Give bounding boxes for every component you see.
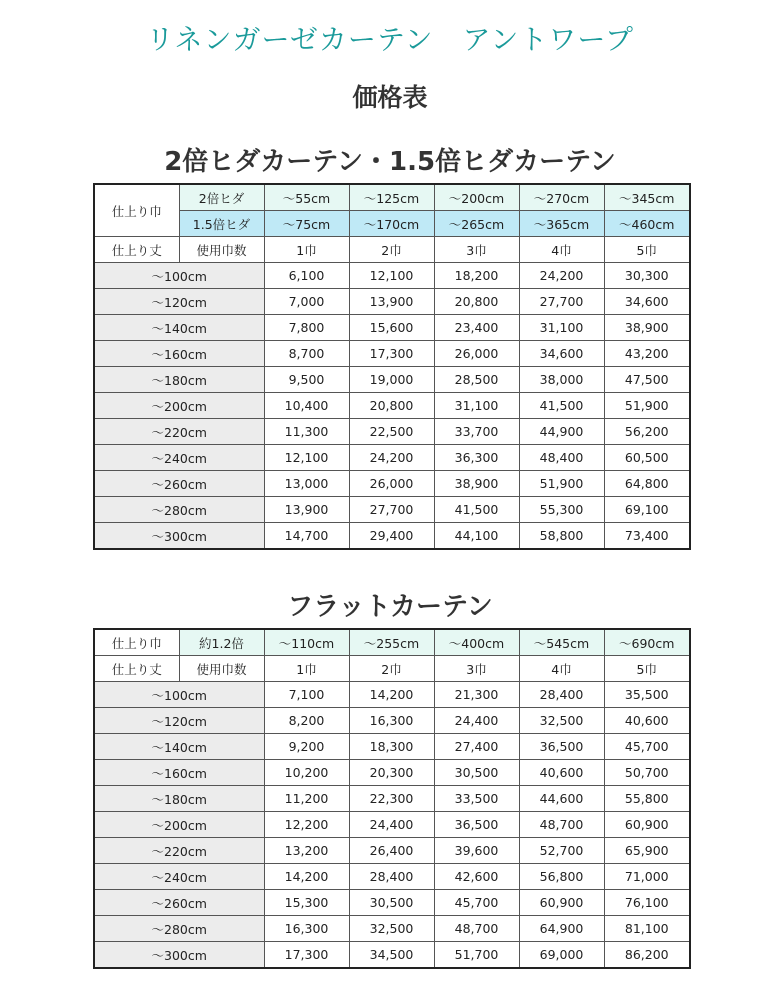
length-cell: ～200cm (94, 812, 264, 838)
width-15x-cell: ～365cm (519, 211, 604, 237)
price-cell: 21,300 (434, 682, 519, 708)
price-cell: 30,300 (604, 263, 690, 289)
length-cell: ～180cm (94, 367, 264, 393)
price-cell: 69,100 (604, 497, 690, 523)
table-row (94, 523, 690, 550)
price-cell: 16,300 (264, 916, 349, 942)
price-cell: 38,900 (604, 315, 690, 341)
price-cell: 64,800 (604, 471, 690, 497)
price-cell: 55,800 (604, 786, 690, 812)
price-cell: 12,100 (349, 263, 434, 289)
length-cell: ～120cm (94, 289, 264, 315)
panel-count-cell: 4巾 (519, 656, 604, 682)
price-cell: 24,400 (349, 812, 434, 838)
table-row (94, 734, 690, 760)
width-2x-cell: ～270cm (519, 184, 604, 211)
price-cell: 22,500 (349, 419, 434, 445)
price-cell: 86,200 (604, 942, 690, 969)
price-cell: 6,100 (264, 263, 349, 289)
price-cell: 65,900 (604, 838, 690, 864)
length-cell: ～280cm (94, 916, 264, 942)
length-cell: ～180cm (94, 786, 264, 812)
price-cell: 20,300 (349, 760, 434, 786)
length-cell: ～300cm (94, 523, 264, 550)
price-cell: 34,600 (604, 289, 690, 315)
table-row (94, 942, 690, 969)
table-row (94, 315, 690, 341)
price-cell: 12,100 (264, 445, 349, 471)
price-cell: 44,600 (519, 786, 604, 812)
length-cell: ～260cm (94, 471, 264, 497)
price-cell: 36,300 (434, 445, 519, 471)
price-cell: 13,000 (264, 471, 349, 497)
panel-count-cell: 3巾 (434, 656, 519, 682)
price-cell: 24,400 (434, 708, 519, 734)
table-row (94, 367, 690, 393)
price-cell: 27,400 (434, 734, 519, 760)
width-2x-cell: ～345cm (604, 184, 690, 211)
price-cell: 30,500 (434, 760, 519, 786)
length-cell: ～220cm (94, 419, 264, 445)
price-cell: 19,000 (349, 367, 434, 393)
price-cell: 10,400 (264, 393, 349, 419)
price-cell: 12,200 (264, 812, 349, 838)
price-cell: 52,700 (519, 838, 604, 864)
price-cell: 58,800 (519, 523, 604, 550)
price-cell: 60,500 (604, 445, 690, 471)
price-cell: 34,500 (349, 942, 434, 969)
price-cell: 9,500 (264, 367, 349, 393)
width-15x-cell: ～170cm (349, 211, 434, 237)
price-cell: 64,900 (519, 916, 604, 942)
panel-count-cell: 5巾 (604, 656, 690, 682)
price-cell: 20,800 (434, 289, 519, 315)
price-cell: 48,700 (519, 812, 604, 838)
price-cell: 56,800 (519, 864, 604, 890)
price-cell: 29,400 (349, 523, 434, 550)
ratio-label: 約1.2倍 (179, 629, 264, 656)
price-cell: 15,600 (349, 315, 434, 341)
page-subtitle: 価格表 (352, 83, 428, 112)
length-cell: ～100cm (94, 263, 264, 289)
price-cell: 41,500 (434, 497, 519, 523)
finish-length-label: 仕上り丈 (94, 237, 179, 263)
price-cell: 40,600 (519, 760, 604, 786)
table-row (94, 497, 690, 523)
table-row (94, 812, 690, 838)
price-cell: 9,200 (264, 734, 349, 760)
price-cell: 28,500 (434, 367, 519, 393)
price-table-flat (93, 628, 691, 969)
price-cell: 55,300 (519, 497, 604, 523)
price-cell: 43,200 (604, 341, 690, 367)
price-cell: 71,000 (604, 864, 690, 890)
length-cell: ～120cm (94, 708, 264, 734)
price-cell: 47,500 (604, 367, 690, 393)
length-cell: ～240cm (94, 445, 264, 471)
price-cell: 18,200 (434, 263, 519, 289)
price-cell: 13,900 (264, 497, 349, 523)
price-cell: 44,900 (519, 419, 604, 445)
price-cell: 8,200 (264, 708, 349, 734)
price-cell: 24,200 (519, 263, 604, 289)
price-cell: 30,500 (349, 890, 434, 916)
table-row (94, 289, 690, 315)
price-cell: 31,100 (519, 315, 604, 341)
pleat-2x-label: 2倍ヒダ (179, 184, 264, 211)
length-cell: ～140cm (94, 315, 264, 341)
length-cell: ～160cm (94, 760, 264, 786)
price-cell: 34,600 (519, 341, 604, 367)
table-row (94, 864, 690, 890)
finish-width-label: 仕上り巾 (94, 184, 179, 237)
price-cell: 10,200 (264, 760, 349, 786)
price-cell: 17,300 (264, 942, 349, 969)
price-cell: 73,400 (604, 523, 690, 550)
price-cell: 14,200 (349, 682, 434, 708)
usage-label: 使用巾数 (179, 656, 264, 682)
price-cell: 44,100 (434, 523, 519, 550)
price-cell: 69,000 (519, 942, 604, 969)
price-cell: 31,100 (434, 393, 519, 419)
price-cell: 17,300 (349, 341, 434, 367)
price-cell: 40,600 (604, 708, 690, 734)
price-table-pleated (93, 183, 691, 550)
width-2x-cell: ～200cm (434, 184, 519, 211)
price-cell: 26,400 (349, 838, 434, 864)
price-cell: 48,700 (434, 916, 519, 942)
length-cell: ～260cm (94, 890, 264, 916)
price-cell: 32,500 (519, 708, 604, 734)
width-15x-cell: ～460cm (604, 211, 690, 237)
price-cell: 13,900 (349, 289, 434, 315)
price-cell: 81,100 (604, 916, 690, 942)
width-15x-cell: ～265cm (434, 211, 519, 237)
usage-label: 使用巾数 (179, 237, 264, 263)
table-row (94, 471, 690, 497)
price-cell: 41,500 (519, 393, 604, 419)
price-cell: 51,700 (434, 942, 519, 969)
panel-count-cell: 1巾 (264, 237, 349, 263)
price-cell: 27,700 (519, 289, 604, 315)
price-cell: 60,900 (604, 812, 690, 838)
width-2x-cell: ～55cm (264, 184, 349, 211)
price-cell: 28,400 (519, 682, 604, 708)
panel-count-cell: 5巾 (604, 237, 690, 263)
price-cell: 15,300 (264, 890, 349, 916)
length-cell: ～280cm (94, 497, 264, 523)
price-cell: 48,400 (519, 445, 604, 471)
price-cell: 35,500 (604, 682, 690, 708)
price-cell: 45,700 (604, 734, 690, 760)
length-cell: ～100cm (94, 682, 264, 708)
table-row (94, 708, 690, 734)
length-cell: ～200cm (94, 393, 264, 419)
price-cell: 33,500 (434, 786, 519, 812)
section1-title: 2倍ヒダカーテン・1.5倍ヒダカーテン (164, 147, 616, 177)
table-row (94, 419, 690, 445)
width-cell: ～690cm (604, 629, 690, 656)
price-cell: 39,600 (434, 838, 519, 864)
price-cell: 11,300 (264, 419, 349, 445)
price-cell: 36,500 (519, 734, 604, 760)
width-15x-cell: ～75cm (264, 211, 349, 237)
price-cell: 45,700 (434, 890, 519, 916)
price-cell: 28,400 (349, 864, 434, 890)
price-cell: 50,700 (604, 760, 690, 786)
table-row (94, 760, 690, 786)
price-cell: 14,700 (264, 523, 349, 550)
price-cell: 56,200 (604, 419, 690, 445)
price-cell: 13,200 (264, 838, 349, 864)
panel-count-cell: 2巾 (349, 237, 434, 263)
price-cell: 23,400 (434, 315, 519, 341)
price-cell: 18,300 (349, 734, 434, 760)
section2-title: フラットカーテン (287, 592, 493, 622)
price-cell: 16,300 (349, 708, 434, 734)
finish-width-label: 仕上り巾 (94, 629, 179, 656)
price-cell: 7,800 (264, 315, 349, 341)
table-row (94, 341, 690, 367)
price-cell: 76,100 (604, 890, 690, 916)
price-cell: 7,100 (264, 682, 349, 708)
panel-count-cell: 4巾 (519, 237, 604, 263)
width-cell: ～110cm (264, 629, 349, 656)
price-cell: 33,700 (434, 419, 519, 445)
table-row (94, 682, 690, 708)
price-cell: 7,000 (264, 289, 349, 315)
price-cell: 8,700 (264, 341, 349, 367)
table-row (94, 393, 690, 419)
length-cell: ～300cm (94, 942, 264, 969)
price-cell: 27,700 (349, 497, 434, 523)
width-2x-cell: ～125cm (349, 184, 434, 211)
length-cell: ～160cm (94, 341, 264, 367)
price-cell: 51,900 (519, 471, 604, 497)
table-row (94, 916, 690, 942)
finish-length-label: 仕上り丈 (94, 656, 179, 682)
table-row (94, 786, 690, 812)
price-cell: 11,200 (264, 786, 349, 812)
price-cell: 32,500 (349, 916, 434, 942)
length-cell: ～240cm (94, 864, 264, 890)
length-cell: ～140cm (94, 734, 264, 760)
panel-count-cell: 2巾 (349, 656, 434, 682)
table-row (94, 263, 690, 289)
price-cell: 24,200 (349, 445, 434, 471)
price-cell: 42,600 (434, 864, 519, 890)
pleat-15x-label: 1.5倍ヒダ (179, 211, 264, 237)
panel-count-cell: 1巾 (264, 656, 349, 682)
width-cell: ～400cm (434, 629, 519, 656)
price-cell: 36,500 (434, 812, 519, 838)
width-cell: ～255cm (349, 629, 434, 656)
length-cell: ～220cm (94, 838, 264, 864)
price-cell: 38,900 (434, 471, 519, 497)
price-cell: 20,800 (349, 393, 434, 419)
price-cell: 14,200 (264, 864, 349, 890)
table-row (94, 890, 690, 916)
table-row (94, 838, 690, 864)
price-cell: 26,000 (434, 341, 519, 367)
page-title: リネンガーゼカーテン アントワープ (146, 23, 634, 56)
price-cell: 38,000 (519, 367, 604, 393)
price-cell: 51,900 (604, 393, 690, 419)
price-cell: 26,000 (349, 471, 434, 497)
table-row (94, 445, 690, 471)
price-cell: 22,300 (349, 786, 434, 812)
width-cell: ～545cm (519, 629, 604, 656)
price-cell: 60,900 (519, 890, 604, 916)
panel-count-cell: 3巾 (434, 237, 519, 263)
